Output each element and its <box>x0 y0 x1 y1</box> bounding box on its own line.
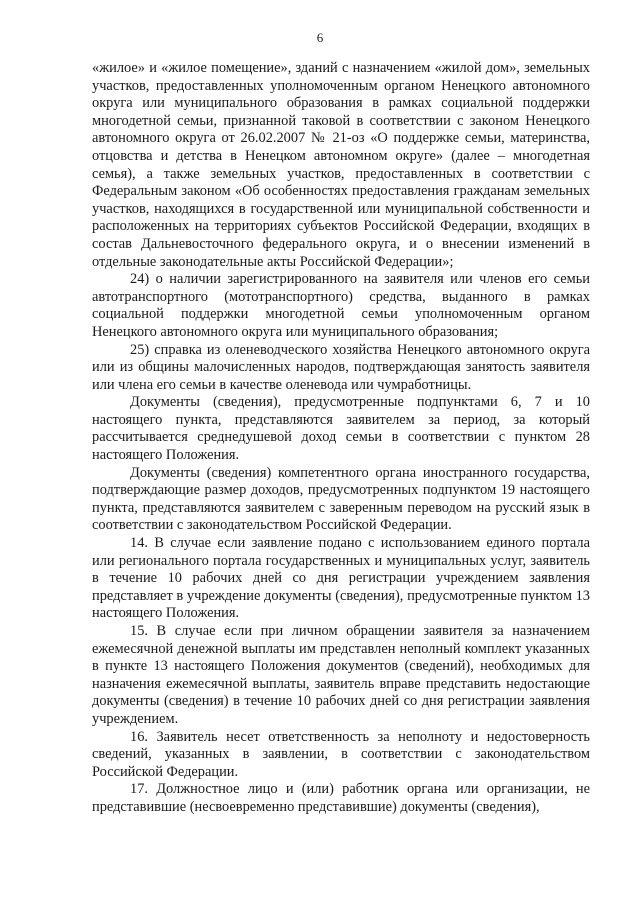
paragraph-item-25: 25) справка из оленеводческого хозяйства Ненецкого автономного округа или из общины малочисленных народов, подтверждающая занятость заявителя или члена его семьи в качестве оленевода или чумработницы. <box>92 341 590 393</box>
paragraph-clause-16: 16. Заявитель несет ответственность за неполноту и недостоверность сведений, указанных в заявлении, в соответствии с законодательством Российской Федерации. <box>92 728 590 780</box>
paragraph-item-24: 24) о наличии зарегистрированного на заявителя или членов его семьи автотранспортного (мототранспортного) средства, выданного в рамках социальной поддержки многодетной семьи уполномоченным органом Ненецкого автономного округа или муниципального образования; <box>92 271 590 340</box>
paragraph-clause-14: 14. В случае если заявление подано с использованием единого портала или регионального портала государственных и муниципальных услуг, заявитель в течение 10 рабочих дней со дня регистрации учреждением заявления представляет в учреждение документы (сведения), предусмотренные пунктом 13 настоящего Положения. <box>92 535 590 622</box>
paragraph-clause-15: 15. В случае если при личном обращении заявителя за назначением ежемесячной денежной выплаты им представлен неполный комплект указанных в пункте 13 настоящего Положения документов (сведений), необходимых для назначения ежемесячной выплаты, заявитель вправе представить недостающие документы (сведения) в течение 10 рабочих дней со дня регистрации заявления учреждением. <box>92 623 590 727</box>
paragraph-foreign-documents: Документы (сведения) компетентного органа иностранного государства, подтверждающие размер доходов, предусмотренных подпунктом 19 настоящего пункта, представляются заявителем с заверенным переводом на русский язык в соответствии с законодательством Российской Федерации. <box>92 464 590 534</box>
paragraph-clause-17: 17. Должностное лицо и (или) работник органа или организации, не представившие (несвоевременно представившие) документы (сведения), <box>92 781 590 815</box>
paragraph-documents-period: Документы (сведения), предусмотренные подпунктами 6, 7 и 10 настоящего пункта, представляются заявителем за период, за который рассчитывается среднедушевой доход семьи в соответствии с пунктом 28 настоящего Положения. <box>92 394 590 464</box>
document-body <box>92 60 590 817</box>
paragraph-continuation: «жилое» и «жилое помещение», зданий с назначением «жилой дом», земельных участков, предоставленных уполномоченным органом Ненецкого автономного округа или муниципального образования в рамках социальной поддержки многодетной семьи, признанной таковой в соответствии с законом Ненецкого автономного округа от 26.02.2007 № 21-оз «О поддержке семьи, материнства, отцовства и детства в Ненецком автономном округе» (далее – многодетная семья), а также земельных участков, предоставленных в соответствии с Федеральным законом «Об особенностях предоставления гражданам земельных участков, находящихся в государственной или муниципальной собственности и расположенных на территориях субъектов Российской Федерации, входящих в состав Дальневосточного федерального округа, и о внесении изменений в отдельные законодательные акты Российской Федерации»; <box>92 60 590 270</box>
page-number: 6 <box>316 30 324 45</box>
